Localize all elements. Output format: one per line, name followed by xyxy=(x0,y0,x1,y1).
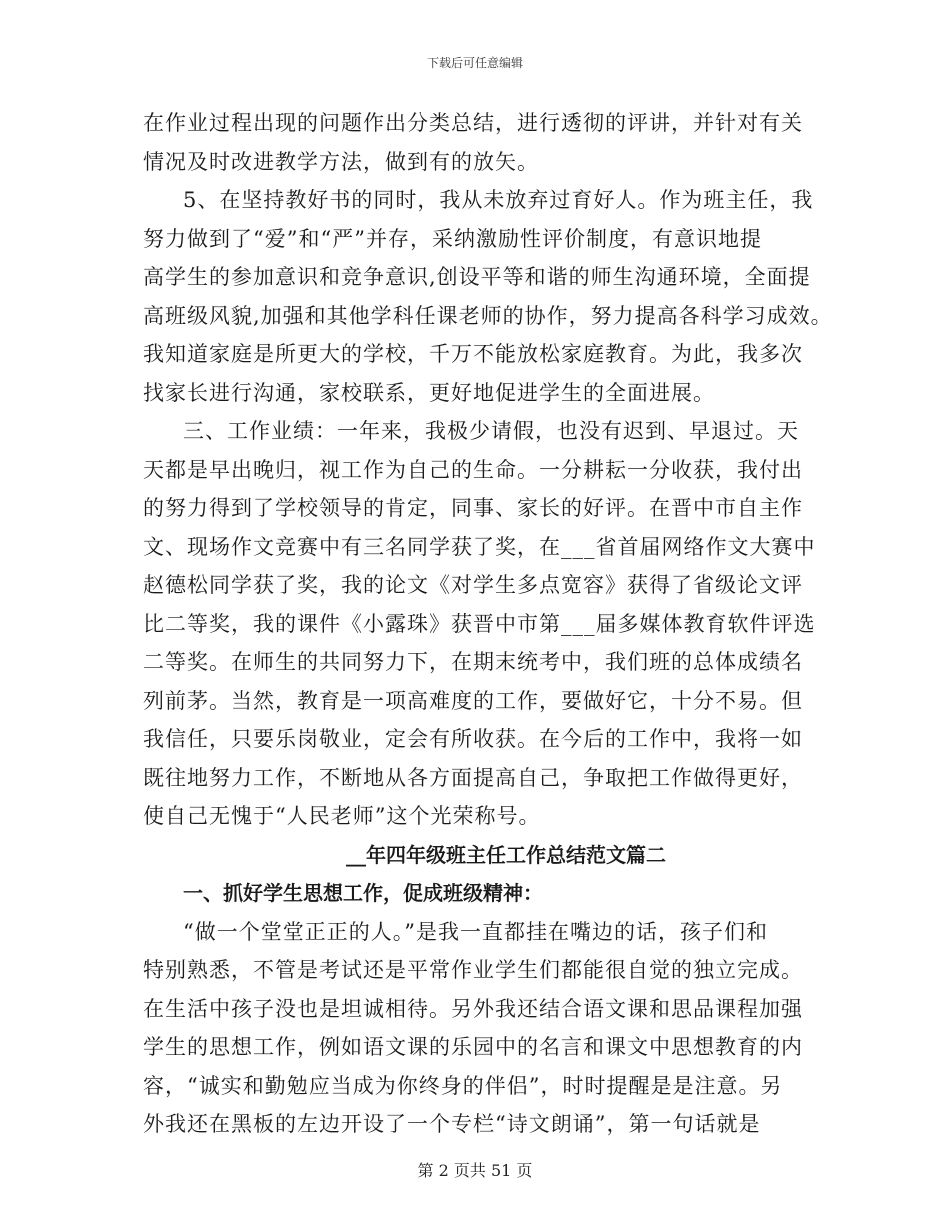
section-title: __年四年级班主任工作总结范文篇二 xyxy=(346,842,666,867)
paragraph-line: 学生的思想工作，例如语文课的乐园中的名言和课文中思想教育的内 xyxy=(143,1035,803,1059)
paragraph-line: 特别熟悉，不管是考试还是平常作业学生们都能很自觉的独立完成。 xyxy=(143,958,803,982)
page-footer: 第 2 页共 51 页 xyxy=(417,1161,533,1180)
paragraph-line: 高学生的参加意识和竞争意识,创设平等和谐的师生沟通环境，全面提 xyxy=(143,265,811,289)
paragraph-line: 努力做到了“爱”和“严”并存，采纳激励性评价制度，有意识地提 xyxy=(143,226,762,251)
paragraph-line: 容，“诚实和勤勉应当成为你终身的伴侣”，时时提醒是是注意。另 xyxy=(143,1073,783,1098)
paragraph-line: 5、在坚持教好书的同时，我从未放弃过育好人。作为班主任，我 xyxy=(183,188,814,212)
paragraph-line: 在作业过程出现的问题作出分类总结，进行透彻的评讲，并针对有关 xyxy=(143,111,803,135)
paragraph-line: 外我还在黑板的左边开设了一个专栏“诗文朗诵”，第一句话就是 xyxy=(143,1112,761,1136)
paragraph-line: 高班级风貌,加强和其他学科任课老师的协作，努力提高各科学习成效。 xyxy=(143,303,833,328)
paragraph-line: 找家长进行沟通，家校联系，更好地促进学生的全面进展。 xyxy=(143,380,715,405)
paragraph-line: 既往地努力工作，不断地从各方面提高自己，争取把工作做得更好， xyxy=(143,765,803,790)
paragraph-line: 比二等奖，我的课件《小露珠》获晋中市第___届多媒体教育软件评选 xyxy=(143,611,816,636)
paragraph-line: 赵德松同学获了奖，我的论文《对学生多点宽容》获得了省级论文评 xyxy=(143,573,803,597)
paragraph-line: 三、工作业绩：一年来，我极少请假，也没有迟到、早退过。天 xyxy=(183,419,799,443)
paragraph-line: 使自己无愧于“人民老师”这个光荣称号。 xyxy=(143,804,541,828)
paragraph-line: 在生活中孩子没也是坦诚相待。另外我还结合语文课和思品课程加强 xyxy=(143,996,803,1021)
section-subtitle: 一、抓好学生思想工作，促成班级精神： xyxy=(183,881,543,905)
paragraph-line: 的努力得到了学校领导的肯定，同事、家长的好评。在晋中市自主作 xyxy=(143,496,803,520)
document-body xyxy=(143,104,833,1144)
paragraph-line: 我信任，只要乐岗敬业，定会有所收获。在今后的工作中，我将一如 xyxy=(143,727,803,751)
paragraph-line: 天都是早出晚归，视工作为自己的生命。一分耕耘一分收获，我付出 xyxy=(143,457,803,482)
paragraph-line: “做一个堂堂正正的人。”是我一直都挂在嘴边的话，孩子们和 xyxy=(183,919,768,944)
paragraph-line: 我知道家庭是所更大的学校，千万不能放松家庭教育。为此，我多次 xyxy=(143,342,803,366)
paragraph-line: 文、现场作文竞赛中有三名同学获了奖，在___省首届网络作文大赛中 xyxy=(143,534,816,559)
paragraph-line: 二等奖。在师生的共同努力下，在期末统考中，我们班的总体成绩名 xyxy=(143,650,803,674)
paragraph-line: 情况及时改进教学方法，做到有的放矢。 xyxy=(143,149,539,174)
paragraph-line: 列前茅。当然，教育是一项高难度的工作，要做好它，十分不易。但 xyxy=(143,688,803,713)
page-header: 下载后可任意编辑 xyxy=(426,56,523,70)
